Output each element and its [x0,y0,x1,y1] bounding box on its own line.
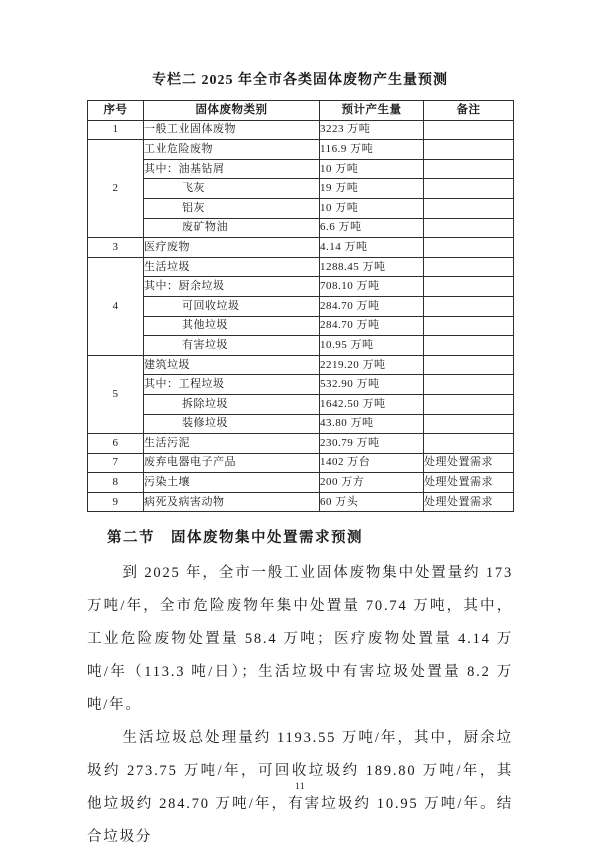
note-cell: 处理处置需求 [424,492,514,512]
note-cell [424,159,514,179]
table-row [88,179,514,199]
table-row [88,394,514,414]
category-cell: 一般工业固体废物 [144,120,320,140]
category-cell: 生活污泥 [144,434,320,454]
category-cell: 污染土壤 [144,473,320,493]
category-cell: 其中：工程垃圾 [144,375,320,395]
note-cell [424,375,514,395]
column-header: 备注 [424,101,514,121]
table-row [88,218,514,238]
row-number-cell: 7 [88,453,144,473]
note-cell [424,336,514,356]
note-cell [424,198,514,218]
category-cell: 有害垃圾 [144,336,320,356]
table-row [88,296,514,316]
note-cell: 处理处置需求 [424,473,514,493]
table-row [88,277,514,297]
category-cell: 生活垃圾 [144,257,320,277]
note-cell [424,257,514,277]
category-cell: 废矿物油 [144,218,320,238]
amount-cell: 6.6 万吨 [320,218,424,238]
category-cell: 废弃电器电子产品 [144,453,320,473]
amount-cell: 284.70 万吨 [320,296,424,316]
table-row [88,492,514,512]
row-number-cell: 6 [88,434,144,454]
row-number-cell: 4 [88,257,144,355]
amount-cell: 10.95 万吨 [320,336,424,356]
table-row [88,434,514,454]
table-row [88,316,514,336]
category-cell: 装修垃圾 [144,414,320,434]
column-header: 序号 [88,101,144,121]
amount-cell: 532.90 万吨 [320,375,424,395]
category-cell: 其中：油基钻屑 [144,159,320,179]
table-row [88,120,514,140]
table-row [88,238,514,258]
category-cell: 建筑垃圾 [144,355,320,375]
amount-cell: 4.14 万吨 [320,238,424,258]
note-cell [424,434,514,454]
column-header: 固体废物类别 [144,101,320,121]
category-cell: 其中：厨余垃圾 [144,277,320,297]
amount-cell: 60 万头 [320,492,424,512]
waste-table-body [88,120,514,512]
table-row [88,140,514,160]
table-row [88,473,514,493]
category-cell: 可回收垃圾 [144,296,320,316]
waste-table-header-row [88,101,514,121]
amount-cell: 1642.50 万吨 [320,394,424,414]
note-cell [424,218,514,238]
amount-cell: 43.80 万吨 [320,414,424,434]
amount-cell: 10 万吨 [320,159,424,179]
note-cell [424,238,514,258]
category-cell: 病死及病害动物 [144,492,320,512]
row-number-cell: 8 [88,473,144,493]
category-cell: 铝灰 [144,198,320,218]
amount-cell: 10 万吨 [320,198,424,218]
table-row [88,375,514,395]
amount-cell: 284.70 万吨 [320,316,424,336]
table-row [88,257,514,277]
column-header: 预计产生量 [320,101,424,121]
row-number-cell: 1 [88,120,144,140]
row-number-cell: 3 [88,238,144,258]
row-number-cell: 2 [88,140,144,238]
paragraph-disposal-forecast: 到 2025 年，全市一般工业固体废物集中处置量约 173 万吨/年，全市危险废物年集中处置量 70.74 万吨，其中，工业危险废物处置量 58.4 万吨；医疗废物处置量 4.14 万吨/年（113.3 吨/日）；生活垃圾中有害垃圾处置量 8.2 万吨/年。 [87,565,513,714]
amount-cell: 19 万吨 [320,179,424,199]
page-number: 11 [294,782,306,792]
amount-cell: 116.9 万吨 [320,140,424,160]
amount-cell: 708.10 万吨 [320,277,424,297]
table-row [88,159,514,179]
table-row [88,198,514,218]
row-number-cell: 5 [88,355,144,433]
note-cell [424,296,514,316]
note-cell [424,414,514,434]
section-heading: 第二节 固体废物集中处置需求预测 [107,530,363,547]
note-cell [424,140,514,160]
amount-cell: 200 万方 [320,473,424,493]
amount-cell: 230.79 万吨 [320,434,424,454]
note-cell [424,277,514,297]
note-cell [424,394,514,414]
category-cell: 飞灰 [144,179,320,199]
note-cell [424,316,514,336]
category-cell: 医疗废物 [144,238,320,258]
table-row [88,414,514,434]
paragraph-household-waste: 生活垃圾总处理量约 1193.55 万吨/年，其中，厨余垃圾约 273.75 万吨/年，可回收垃圾约 189.80 万吨/年，其他垃圾约 284.70 万吨/年，有害垃圾约 10.95 万吨/年。结合垃圾分 [87,730,513,846]
amount-cell: 2219.20 万吨 [320,355,424,375]
note-cell [424,179,514,199]
note-cell: 处理处置需求 [424,453,514,473]
table-row [88,336,514,356]
amount-cell: 3223 万吨 [320,120,424,140]
amount-cell: 1288.45 万吨 [320,257,424,277]
row-number-cell: 9 [88,492,144,512]
category-cell: 工业危险废物 [144,140,320,160]
note-cell [424,120,514,140]
table-row [88,453,514,473]
table-title: 专栏二 2025 年全市各类固体废物产生量预测 [152,73,448,88]
note-cell [424,355,514,375]
table-row [88,355,514,375]
category-cell: 其他垃圾 [144,316,320,336]
waste-forecast-table [87,100,514,512]
category-cell: 拆除垃圾 [144,394,320,414]
amount-cell: 1402 万台 [320,453,424,473]
